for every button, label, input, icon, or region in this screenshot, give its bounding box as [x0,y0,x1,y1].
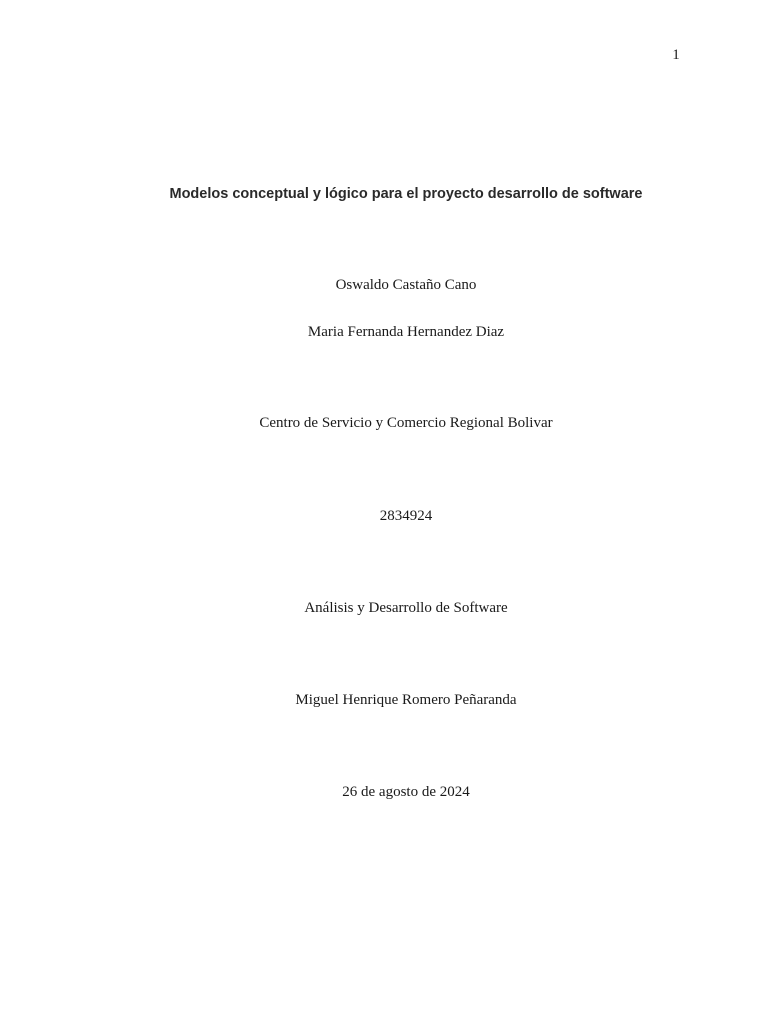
institution-name: Centro de Servicio y Comercio Regional Bolivar [259,415,553,431]
course-code: 2834924 [379,508,433,524]
page-number: 1 [672,47,680,63]
instructor-name: Miguel Henrique Romero Peñaranda [295,692,517,708]
submission-date: 26 de agosto de 2024 [342,784,470,800]
document-title: Modelos conceptual y lógico para el proyecto desarrollo de software [169,186,643,202]
author-name: Maria Fernanda Hernandez Diaz [307,324,505,340]
program-name: Análisis y Desarrollo de Software [304,600,508,616]
author-name: Oswaldo Castaño Cano [335,277,477,293]
